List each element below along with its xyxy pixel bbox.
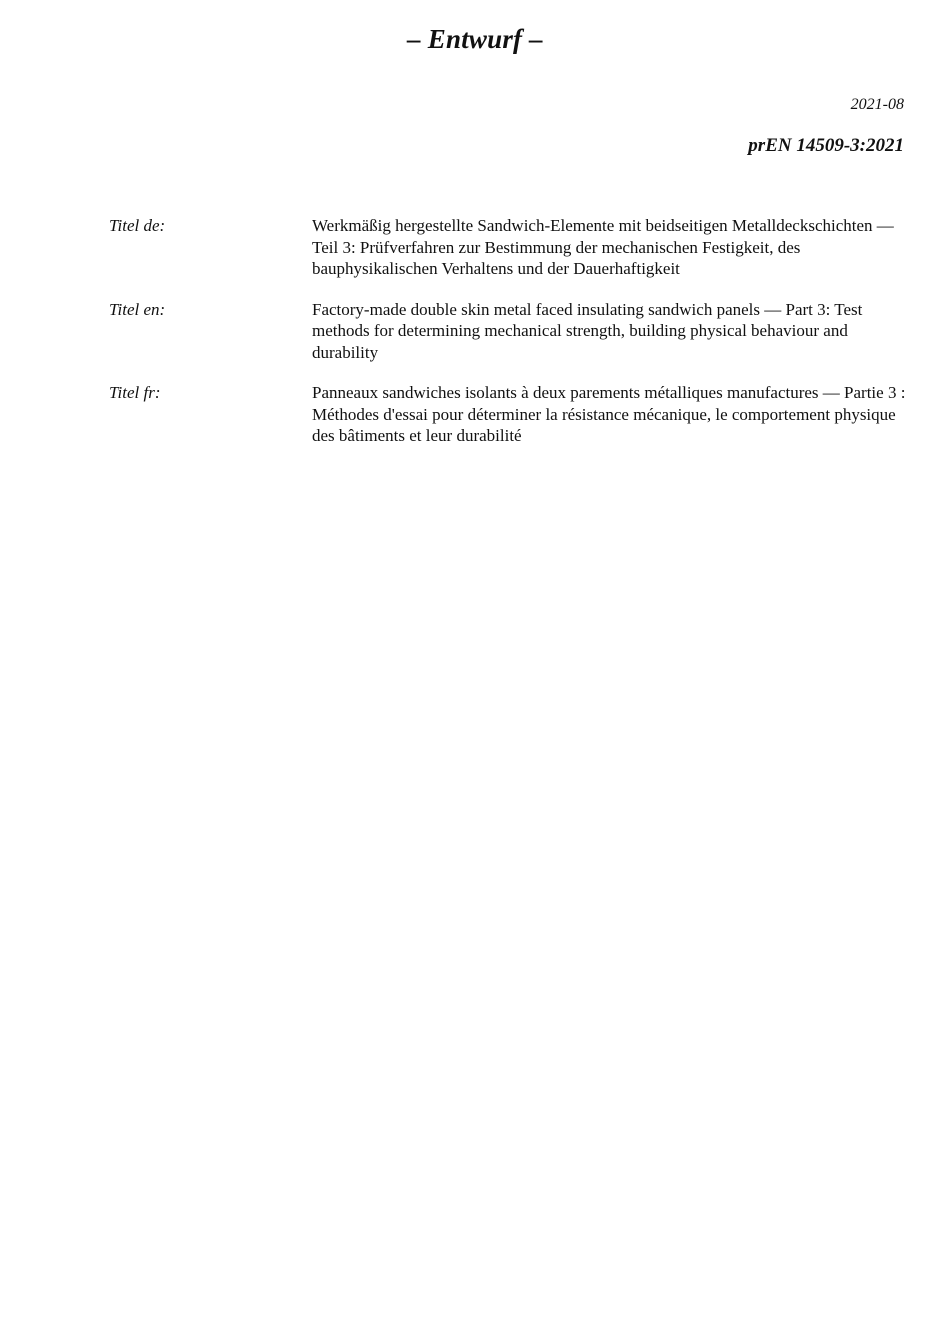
document-reference: prEN 14509-3:2021 <box>748 135 904 156</box>
title-row-de <box>109 215 909 280</box>
title-text-en: Factory-made double skin metal faced insulating sandwich panels — Part 3: Test methods for determining mechanical strength, building physical behaviour and durability <box>312 299 863 362</box>
document-date: 2021-08 <box>850 96 904 113</box>
title-text-fr: Panneaux sandwiches isolants à deux parements métalliques manufactures — Partie 3 : Méthodes d'essai pour déterminer la résistance mécanique, le comportement physique des bâtiments et leur durabilité <box>312 383 906 445</box>
title-row-fr <box>109 382 909 447</box>
title-row-en <box>109 299 909 364</box>
draft-heading: – Entwurf – <box>407 24 543 54</box>
title-label-de: Titel de: <box>109 216 166 235</box>
title-label-en: Titel en: <box>109 299 166 319</box>
title-label-fr: Titel fr: <box>109 383 161 402</box>
titles-table <box>109 215 909 466</box>
title-text-de: Werkmäßig hergestellte Sandwich-Elemente mit beidseitigen Metalldeckschichten — Teil 3: Prüfverfahren zur Bestimmung der mechanischen Festigkeit, des bauphysikalischen Verhaltens und der Dauerhaftigkeit <box>312 216 894 278</box>
